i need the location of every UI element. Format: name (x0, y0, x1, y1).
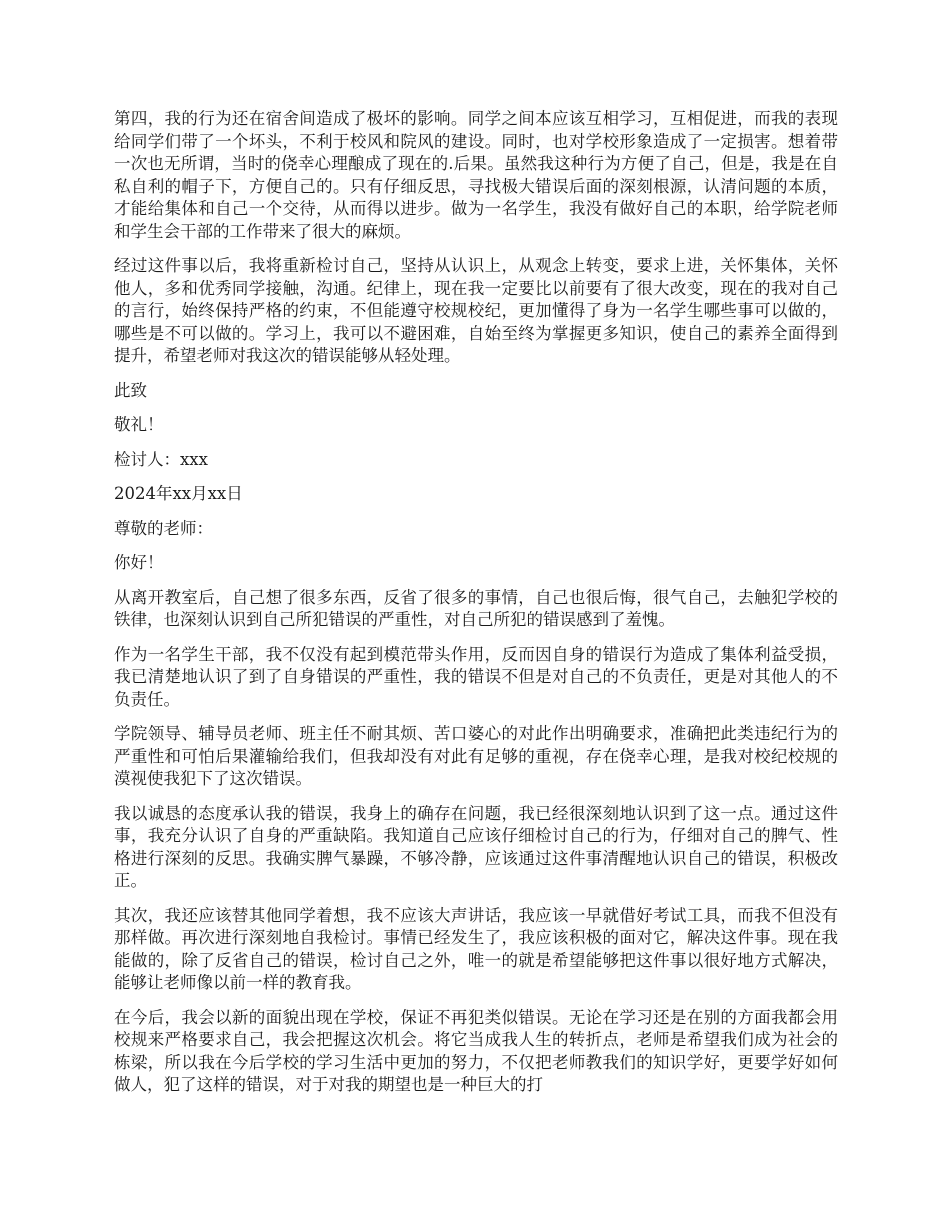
paragraph-fourth-point: 第四，我的行为还在宿舍间造成了极坏的影响。同学之间本应该互相学习，互相促进，而我的表现给同学们带了一个坏头，不利于校风和院风的建设。同时，也对学校形象造成了一定损害。想着带一次也无所谓，当时的侥幸心理酿成了现在的.后果。虽然我这种行为方便了自己，但是，我是在自私自利的帽子下，方便自己的。只有仔细反思，寻找极大错误后面的深刻根源，认清问题的本质，才能给集体和自己一个交待，从而得以进步。做为一名学生，我没有做好自己的本职，给学院老师和学生会干部的工作带来了很大的麻烦。 (114, 109, 838, 241)
date-line: 2024年xx月xx日 (114, 484, 243, 503)
paragraph-admit-mistake: 我以诚恳的态度承认我的错误，我身上的确存在问题，我已经很深刻地认识到了这一点。通过这件事，我充分认识了自身的严重缺陷。我知道自己应该仔细检讨自己的行为，仔细对自己的脾气、性格进行深刻的反思。我确实脾气暴躁，不够冷静，应该通过这件事清醒地认识自己的错误，积极改正。 (114, 803, 838, 890)
paragraph-reflection: 从离开教室后，自己想了很多东西，反省了很多的事情，自己也很后悔，很气自己，去触犯学校的铁律，也深刻认识到自己所犯错误的严重性，对自己所犯的错误感到了羞愧。 (114, 587, 838, 629)
letter-greeting: 尊敬的老师： (114, 518, 213, 538)
paragraph-secondly: 其次，我还应该替其他同学着想，我不应该大声讲话，我应该一早就借好考试工具，而我不但没有那样做。再次进行深刻地自我检讨。事情已经发生了，我应该积极的面对它，解决这件事。现在我能做的，除了反省自己的错误，检讨自己之外，唯一的就是希望能够把这件事以很好地方式解决，能够让老师像以前一样的教育我。 (114, 905, 838, 992)
letter-hello: 你好！ (114, 553, 164, 572)
paragraph-student-leader: 作为一名学生干部，我不仅没有起到模范带头作用，反而因自身的错误行为造成了集体利益受损，我已清楚地认识了到了自身错误的严重性，我的错误不但是对自己的不负责任，更是对其他人的不负责任。 (114, 644, 838, 709)
signature-line: 检讨人：xxx (114, 449, 208, 469)
paragraph-future: 在今后，我会以新的面貌出现在学校，保证不再犯类似错误。无论在学习还是在别的方面我都会用校规来严格要求自己，我会把握这次机会。将它当成我人生的转折点，老师是希望我们成为社会的栋梁，所以我在今后学校的学习生活中更加的努力，不仅把老师教我们的知识学好，更要学好如何做人，犯了这样的错误，对于对我的期望也是一种巨大的打 (114, 1007, 838, 1094)
paragraph-college-leaders: 学院领导、辅导员老师、班主任不耐其烦、苦口婆心的对此作出明确要求，准确把此类违纪行为的严重性和可怕后果灌输给我们，但我却没有对此有足够的重视，存在侥幸心理，是我对校纪校规的漠视使我犯下了这次错误。 (114, 724, 838, 788)
paragraph-resolution: 经过这件事以后，我将重新检讨自己，坚持从认识上，从观念上转变，要求上进，关怀集体，关怀他人，多和优秀同学接触，沟通。纪律上，现在我一定要比以前要有了很大改变，现在的我对自己的言行，始终保持严格的约束，不但能遵守校规校纪，更加懂得了身为一名学生哪些事可以做的，哪些是不可以做的。学习上，我可以不避困难，自始至终为掌握更多知识，使自己的素养全面得到提升，希望老师对我这次的错误能够从轻处理。 (114, 256, 838, 365)
closing-salutation: 此致 (114, 380, 147, 400)
closing-regards: 敬礼！ (114, 415, 164, 434)
document-body (114, 108, 838, 1109)
